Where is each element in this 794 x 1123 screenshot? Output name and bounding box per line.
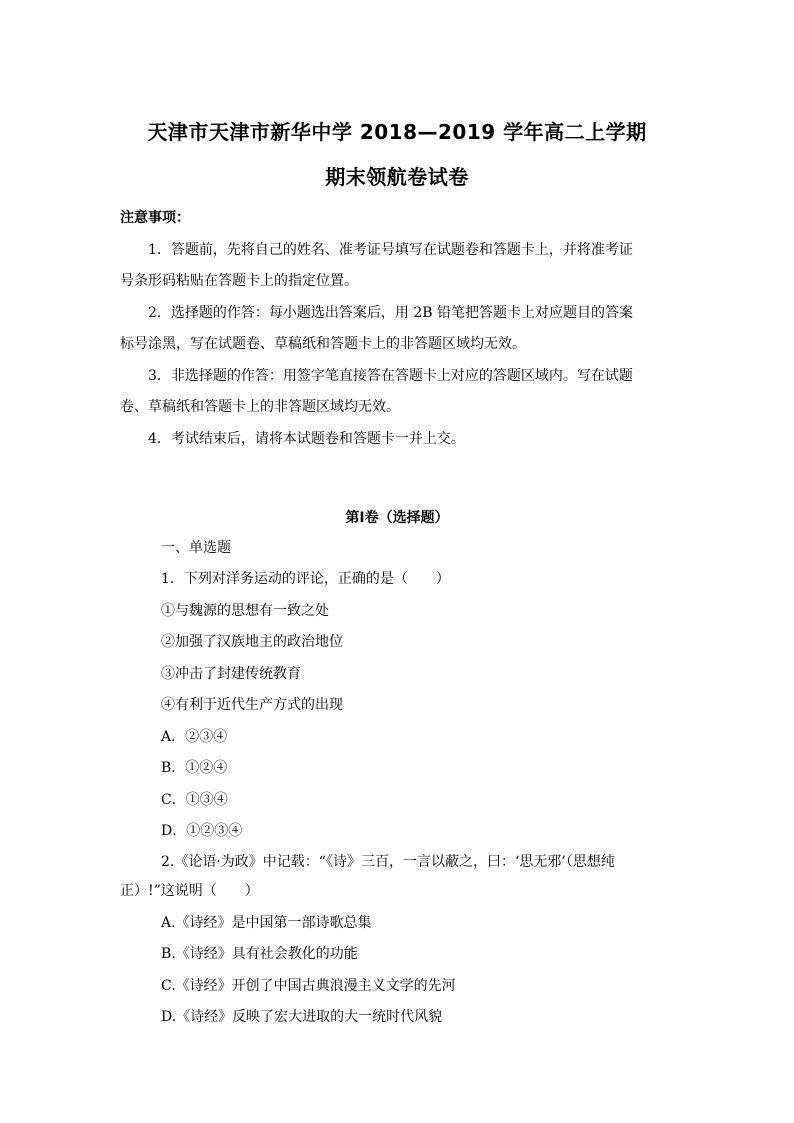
question-1-statement-4: ④有利于近代生产方式的出现	[161, 697, 343, 713]
question-2-option-b: B.《诗经》具有社会教化的功能	[161, 946, 358, 962]
notice-item-3-cont: 卷、草稿纸和答题卡上的非答题区域均无效。	[120, 399, 400, 415]
question-2-stem-cont: 正）!”这说明（ ）	[120, 883, 259, 899]
question-1-option-d: D．①②③④	[161, 823, 243, 839]
question-2-option-c: C.《诗经》开创了中国古典浪漫主义文学的先河	[161, 978, 456, 994]
exam-title-line1: 天津市天津市新华中学 2018—2019 学年高二上学期	[147, 120, 647, 144]
question-1-statement-3: ③冲击了封建传统教育	[161, 666, 301, 682]
notice-item-4: 4．考试结束后，请将本试题卷和答题卡一并上交。	[148, 431, 465, 447]
question-1-statement-2: ②加强了汉族地主的政治地位	[161, 634, 343, 650]
notice-heading: 注意事项：	[120, 210, 190, 226]
question-1-stem: 1．下列对洋务运动的评论，正确的是（ ）	[161, 571, 450, 587]
question-2-option-d: D.《诗经》反映了宏大进取的大一统时代风貌	[161, 1009, 443, 1025]
section-heading: 第Ⅰ卷（选择题）	[345, 510, 449, 526]
question-2-stem: 2.《论语·为政》中记载：“《诗》三百，一言以蔽之，曰：‘思无邪’（思想纯	[161, 854, 615, 870]
notice-item-2-cont: 标号涂黑，写在试题卷、草稿纸和答题卡上的非答题区域均无效。	[120, 336, 526, 352]
notice-item-3: 3．非选择题的作答：用签字笔直接答在答题卡上对应的答题区域内。写在试题	[148, 368, 633, 384]
question-1-statement-1: ①与魏源的思想有一致之处	[161, 603, 329, 619]
notice-item-2: 2．选择题的作答：每小题选出答案后，用 2B 铅笔把答题卡上对应题目的答案	[148, 305, 634, 321]
question-2-option-a: A.《诗经》是中国第一部诗歌总集	[161, 915, 372, 931]
question-1-option-a: A．②③④	[161, 729, 228, 745]
question-1-option-b: B．①②④	[161, 760, 228, 776]
part-heading: 一、单选题	[161, 540, 231, 556]
notice-item-1-cont: 号条形码粘贴在答题卡上的指定位置。	[120, 273, 358, 289]
notice-item-1: 1．答题前，先将自己的姓名、准考证号填写在试题卷和答题卡上，并将准考证	[148, 242, 633, 258]
exam-title-line2: 期末领航卷试卷	[325, 165, 469, 189]
question-1-option-c: C．①③④	[161, 792, 228, 808]
